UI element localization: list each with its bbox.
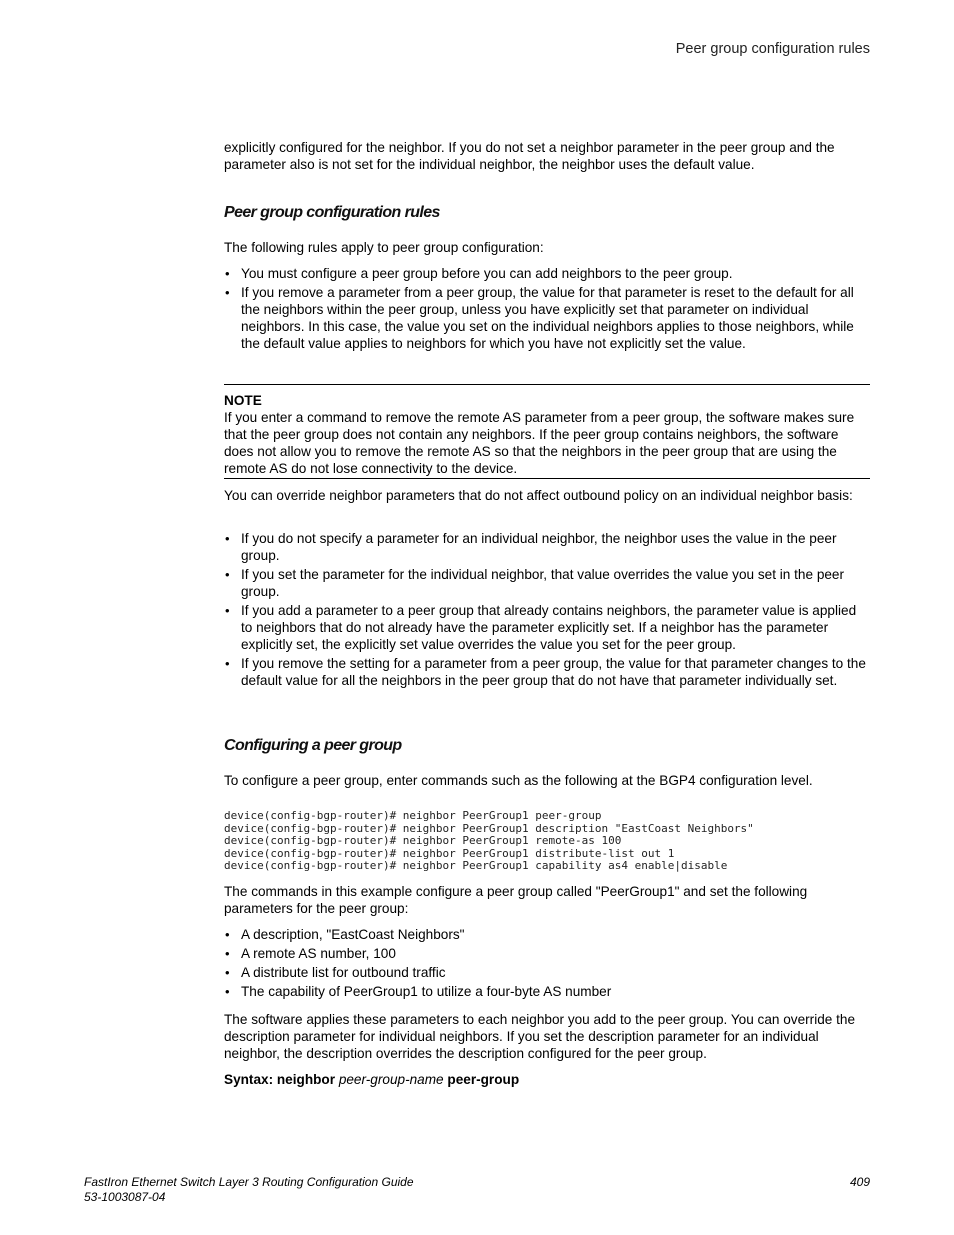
example-explanation: The commands in this example configure a peer group called "PeerGroup1" and set the following parameters for the peer group:	[224, 884, 808, 916]
page-number: 409	[849, 1175, 870, 1189]
override-lead: You can override neighbor parameters that do not affect outbound policy on an individual neighbor basis:	[224, 488, 853, 503]
section-heading: Configuring a peer group	[224, 737, 402, 754]
list-item: • If you set the parameter for the individual neighbor, that value overrides the value you set in the peer group.	[224, 566, 870, 600]
parameters-list	[224, 926, 870, 1002]
code-line: device(config-bgp-router)# neighbor PeerGroup1 remote-as 100	[224, 834, 622, 847]
list-item: • The capability of PeerGroup1 to utilize a four-byte AS number	[224, 983, 870, 1000]
note-text: If you enter a command to remove the remote AS parameter from a peer group, the software makes sure that the peer group does not contain any neighbors. If the peer group contains neighbors, the software does not allow you to remove the remote AS so that the neighbors in the peer group that are using the remote AS do not lose connectivity to the device.	[224, 410, 855, 476]
section-peer-group-rules	[224, 204, 870, 222]
code-line: device(config-bgp-router)# neighbor PeerGroup1 description "EastCoast Neighbors"	[224, 821, 754, 835]
list-item: • If you remove a parameter from a peer group, the value for that parameter is reset to the default for all the neighbors within the peer group, unless you have explicitly set that parameter on individual neighbors. In this case, the value you set on the individual neighbors applies to those neighbors, while the default value applies to neighbors for which you have not explicitly set the value.	[224, 284, 870, 352]
list-item: • If you add a parameter to a peer group that already contains neighbors, the parameter value is applied to neighbors that do not already have the parameter explicitly set. If a neighbor has the parameter explicitly set, the explicitly set value overrides the value you set for the peer group.	[224, 602, 870, 653]
footer-doc-number: 53-1003087-04	[84, 1190, 166, 1204]
list-item: • If you remove the setting for a parameter from a peer group, the value for that parameter changes to the default value for all the neighbors in the peer group that do not have that parameter individually set.	[224, 655, 870, 689]
syntax-param: peer-group-name	[338, 1072, 444, 1087]
rules-lead: The following rules apply to peer group configuration:	[224, 240, 544, 255]
override-list	[224, 530, 870, 691]
closing-paragraph: The software applies these parameters to each neighbor you add to the peer group. You can override the description parameter for individual neighbors. If you set the description parameter for an individual neighbor, the description overrides the description configured for the peer group.	[224, 1012, 856, 1061]
syntax-keyword: peer-group	[447, 1072, 520, 1087]
intro-paragraph: explicitly configured for the neighbor. If you do not set a neighbor parameter in the peer group and the parameter also is not set for the individual neighbor, the neighbor uses the default value.	[224, 140, 835, 172]
list-item: • A distribute list for outbound traffic	[224, 964, 870, 981]
running-header: Peer group configuration rules	[675, 41, 870, 57]
note-title: NOTE	[224, 393, 262, 408]
code-line: device(config-bgp-router)# neighbor PeerGroup1 distribute-list out 1	[224, 846, 675, 860]
code-line: device(config-bgp-router)# neighbor PeerGroup1 peer-group	[224, 809, 602, 822]
list-item: • If you do not specify a parameter for an individual neighbor, the neighbor uses the value in the peer group.	[224, 530, 870, 564]
footer-guide-title: FastIron Ethernet Switch Layer 3 Routing Configuration Guide	[84, 1175, 414, 1189]
rules-list	[224, 265, 870, 354]
configure-lead: To configure a peer group, enter commands such as the following at the BGP4 configuration level.	[224, 773, 813, 788]
code-line: device(config-bgp-router)# neighbor PeerGroup1 capability as4 enable|disable	[224, 859, 728, 872]
syntax-label: Syntax: neighbor	[224, 1072, 336, 1087]
section-heading: Peer group configuration rules	[224, 204, 440, 221]
section-configuring-peer-group	[224, 737, 870, 755]
list-item: • You must configure a peer group before you can add neighbors to the peer group.	[224, 265, 870, 282]
list-item: • A description, "EastCoast Neighbors"	[224, 926, 870, 943]
list-item: • A remote AS number, 100	[224, 945, 870, 962]
note-box	[224, 384, 870, 479]
code-example	[224, 810, 870, 873]
syntax-line	[224, 1072, 870, 1087]
footer-doc-info	[84, 1175, 414, 1205]
